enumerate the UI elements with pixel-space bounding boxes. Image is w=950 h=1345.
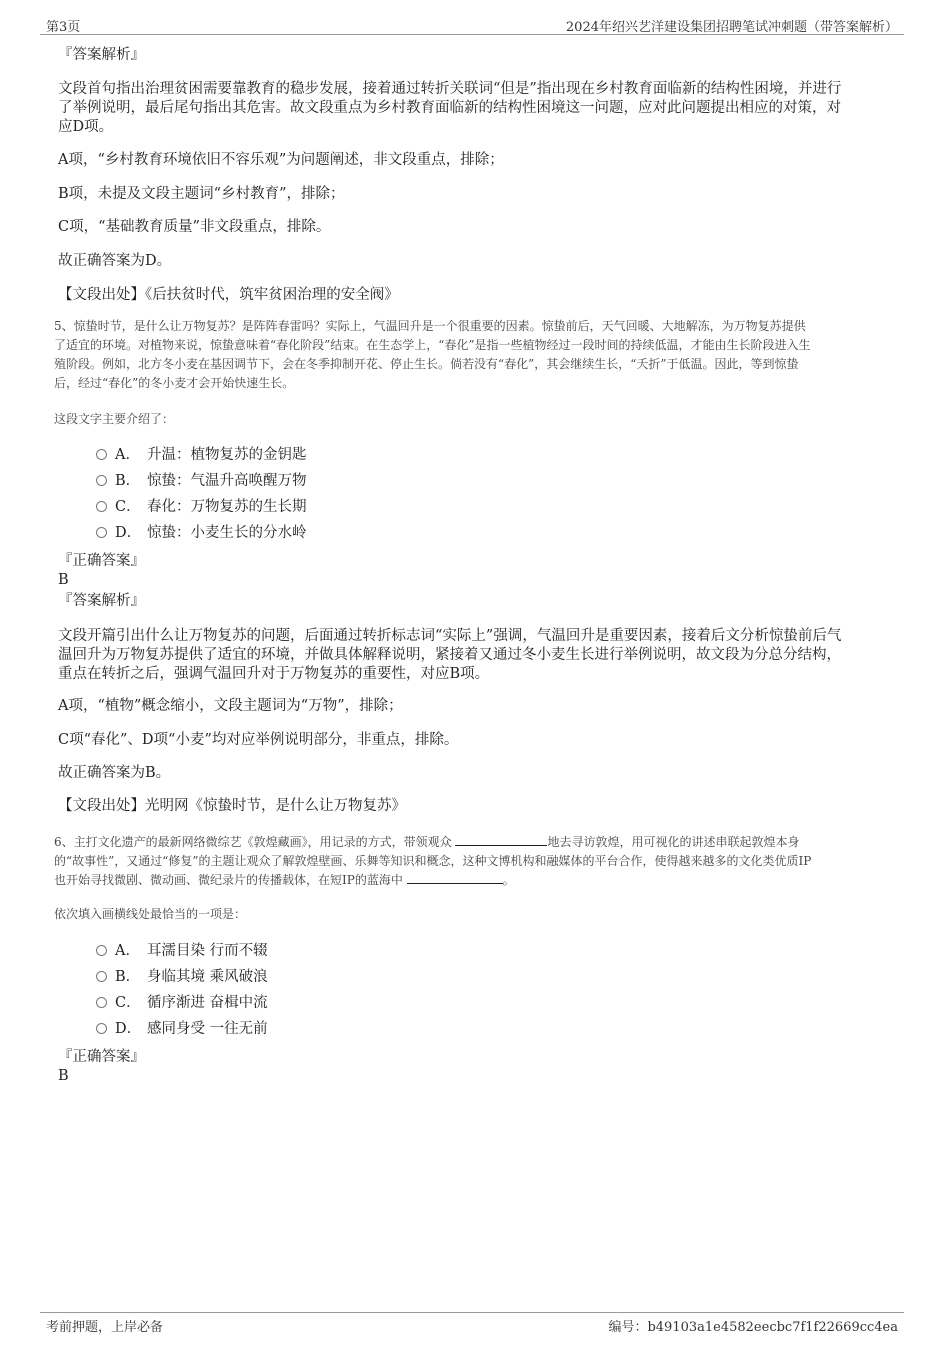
answer-label: 『正确答案』 — [58, 553, 145, 569]
question-stem-line — [54, 871, 896, 890]
radio-icon[interactable] — [96, 945, 107, 956]
analysis-point-cd: C项“春化”、D项“小麦”均对应举例说明部分，非重点，排除。 — [58, 732, 459, 748]
analysis-line: 重点在转折之后，强调气温回升对于万物复苏的重要性，对应B项。 — [58, 666, 490, 682]
stem-text: 6、主打文化遗产的最新网络微综艺《敦煌藏画》，用记录的方式，带领观众 — [54, 835, 452, 849]
option-a[interactable] — [96, 446, 307, 465]
option-text: 惊蛰：小麦生长的分水岭 — [147, 525, 307, 541]
question-prompt: 这段文字主要介绍了： — [54, 412, 175, 426]
analysis-line: 文段首句指出治理贫困需要靠教育的稳步发展，接着通过转折关联词“但是”指出现在乡村教育面临新的结构性困境，并进行 — [58, 81, 842, 97]
stem-text: 。 — [502, 873, 515, 887]
footer-slogan: 考前押题，上岸必备 — [46, 1320, 164, 1335]
page-footer — [40, 1312, 904, 1335]
option-letter: A． — [115, 943, 140, 959]
question-stem-line: 了适宜的环境。对植物来说，惊蛰意味着“春化阶段”结束。在生态学上，“春化”是指一些植物经过一段时间的持续低温，才能由生长阶段进入生 — [54, 338, 811, 352]
question-stem-line: 殖阶段。例如，北方冬小麦在基因调节下，会在冬季抑制开花、停止生长。倘若没有“春化”，其会继续生长，“夭折”于低温。因此，等到惊蛰 — [54, 357, 799, 371]
question-prompt: 依次填入画横线处最恰当的一项是： — [54, 907, 247, 921]
option-letter: B． — [115, 473, 141, 489]
option-a[interactable] — [96, 942, 268, 961]
blank-1 — [455, 833, 547, 846]
option-letter: D． — [115, 525, 142, 541]
option-text: 升温：植物复苏的金钥匙 — [147, 447, 307, 463]
option-letter: A． — [115, 447, 140, 463]
analysis-conclusion: 故正确答案为D。 — [58, 253, 172, 269]
option-text: 春化：万物复苏的生长期 — [147, 499, 307, 515]
blank-2 — [407, 871, 503, 884]
option-text: 循序渐进 奋楫中流 — [147, 995, 268, 1011]
radio-icon[interactable] — [96, 971, 107, 982]
radio-icon[interactable] — [96, 475, 107, 486]
question-stem-line: 5、惊蛰时节，是什么让万物复苏？是阵阵春雷吗？实际上，气温回升是一个很重要的因素。惊蛰前后，天气回暖、大地解冻，为万物复苏提供 — [54, 319, 806, 333]
passage-source: 【文段出处】光明网《惊蛰时节，是什么让万物复苏》 — [58, 798, 406, 814]
answer-label: 『正确答案』 — [58, 1049, 145, 1065]
option-text: 感同身受 一往无前 — [147, 1021, 268, 1037]
analysis-conclusion: 故正确答案为B。 — [58, 765, 171, 781]
option-text: 惊蛰：气温升高唤醒万物 — [147, 473, 307, 489]
option-c[interactable] — [96, 498, 307, 517]
option-b[interactable] — [96, 472, 307, 491]
stem-text: 也开始寻找微剧、微动画、微纪录片的传播载体，在短IP的蓝海中 — [54, 873, 403, 887]
analysis-line: 了举例说明，最后尾句指出其危害。故文段重点为乡村教育面临新的结构性困境这一问题，应对此问题提出相应的对策，对 — [58, 100, 841, 116]
radio-icon[interactable] — [96, 527, 107, 538]
option-c[interactable] — [96, 994, 268, 1013]
page-header — [40, 14, 904, 35]
question-stem-line: 后，经过“春化”的冬小麦才会开始快速生长。 — [54, 376, 295, 390]
document-code: 编号：b49103a1e4582eecbc7f1f22669cc4ea — [608, 1320, 898, 1335]
analysis-line: 文段开篇引出什么让万物复苏的问题，后面通过转折标志词“实际上”强调，气温回升是重要因素，接着后文分析惊蛰前后气 — [58, 628, 842, 644]
analysis-point-b: B项，未提及文段主题词“乡村教育”，排除； — [58, 186, 345, 202]
passage-source: 【文段出处】《后扶贫时代，筑牢贫困治理的安全阀》 — [58, 287, 399, 303]
page-number: 第3页 — [46, 20, 81, 35]
analysis-line: 应D项。 — [58, 119, 114, 135]
radio-icon[interactable] — [96, 1023, 107, 1034]
option-d[interactable] — [96, 524, 307, 543]
option-text: 耳濡目染 行而不辍 — [147, 943, 268, 959]
answer-value: B — [58, 572, 69, 588]
document-title: 2024年绍兴艺洋建设集团招聘笔试冲刺题（带答案解析） — [565, 20, 898, 35]
question-stem-line: 的“故事性”，又通过“修复”的主题让观众了解敦煌壁画、乐舞等知识和概念，这种文博机构和融媒体的平台合作，使得越来越多的文化类优质IP — [54, 854, 812, 868]
option-letter: B． — [115, 969, 141, 985]
question-stem-line — [54, 833, 896, 852]
analysis-point-c: C项，“基础教育质量”非文段重点，排除。 — [58, 219, 331, 235]
radio-icon[interactable] — [96, 449, 107, 460]
analysis-line: 温回升为万物复苏提供了适宜的环境，并做具体解释说明，紧接着又通过冬小麦生长进行举例说明，故文段为分总分结构， — [58, 647, 841, 663]
option-b[interactable] — [96, 968, 268, 987]
analysis-point-a: A项，“植物”概念缩小，文段主题词为“万物”，排除； — [58, 698, 403, 714]
radio-icon[interactable] — [96, 501, 107, 512]
option-text: 身临其境 乘风破浪 — [147, 969, 268, 985]
answer-value: B — [58, 1068, 69, 1084]
analysis-label: 『答案解析』 — [58, 47, 145, 63]
radio-icon[interactable] — [96, 997, 107, 1008]
option-letter: C． — [115, 499, 141, 515]
option-d[interactable] — [96, 1020, 268, 1039]
option-letter: C． — [115, 995, 141, 1011]
stem-text: 地去寻访敦煌，用可视化的讲述串联起敦煌本身 — [547, 835, 800, 849]
option-letter: D． — [115, 1021, 142, 1037]
analysis-point-a: A项，“乡村教育环境依旧不容乐观”为问题阐述，非文段重点，排除； — [58, 152, 504, 168]
analysis-label: 『答案解析』 — [58, 593, 145, 609]
